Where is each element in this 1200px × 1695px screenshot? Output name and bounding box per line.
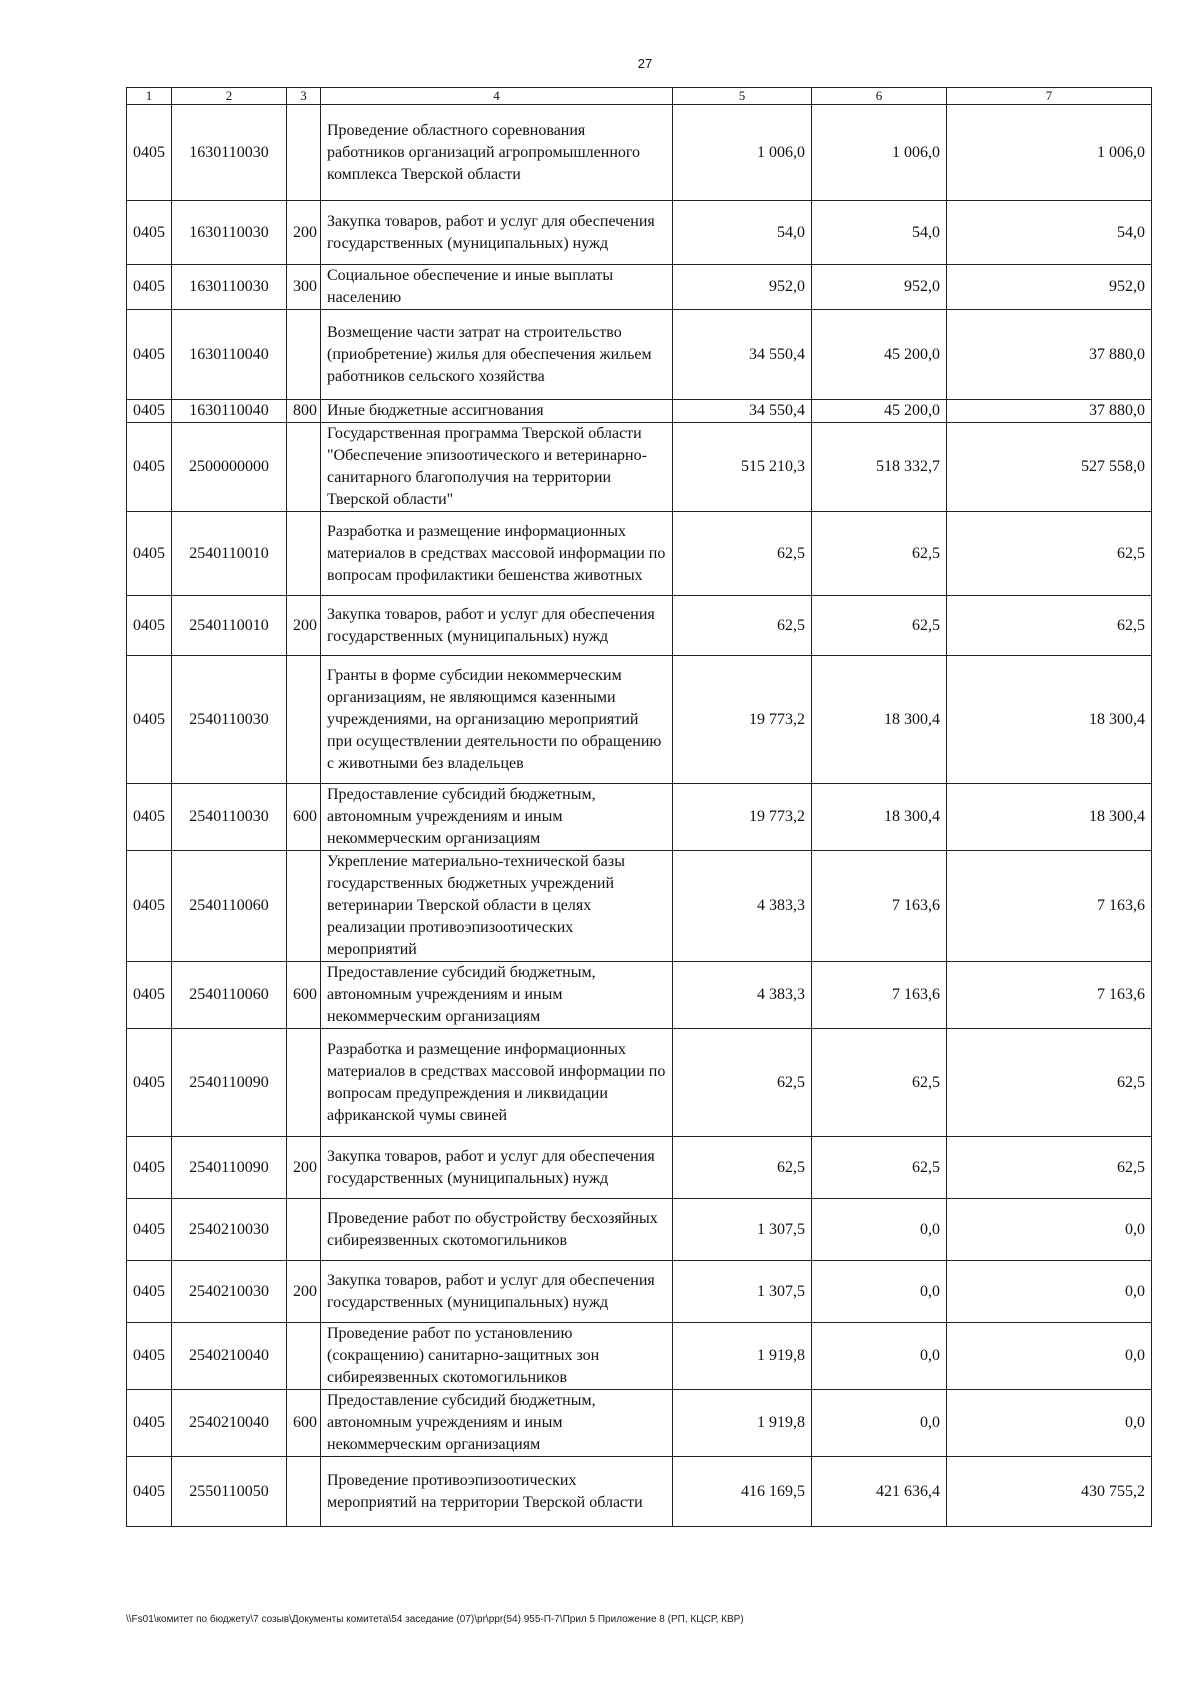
cell-amount-3: 62,5 [947,1029,1152,1137]
cell-amount-3: 0,0 [947,1323,1152,1390]
table-row [127,962,1152,1029]
cell-target-article: 2540110010 [172,596,287,656]
cell-expense-type: 200 [287,1137,321,1199]
table-row [127,423,1152,512]
cell-amount-2: 54,0 [812,201,947,265]
cell-section: 0405 [127,1029,172,1137]
cell-expense-type [287,310,321,400]
cell-amount-3: 0,0 [947,1199,1152,1261]
cell-name: Проведение работ по установлению (сокращению) санитарно-защитных зон сибиреязвенных скотомогильников [321,1323,673,1390]
cell-section: 0405 [127,1137,172,1199]
cell-amount-1: 1 919,8 [673,1390,812,1457]
cell-expense-type: 600 [287,1390,321,1457]
cell-target-article: 2540110060 [172,851,287,962]
cell-section: 0405 [127,265,172,310]
cell-expense-type [287,1029,321,1137]
cell-amount-1: 515 210,3 [673,423,812,512]
cell-amount-3: 430 755,2 [947,1457,1152,1527]
cell-target-article: 1630110030 [172,265,287,310]
cell-name: Укрепление материально-технической базы государственных бюджетных учреждений ветеринарии Тверской области в целях реализации противоэпизоотических мероприятий [321,851,673,962]
cell-amount-2: 45 200,0 [812,400,947,423]
cell-amount-1: 19 773,2 [673,784,812,851]
cell-amount-1: 4 383,3 [673,962,812,1029]
cell-amount-2: 45 200,0 [812,310,947,400]
cell-amount-3: 1 006,0 [947,105,1152,201]
cell-target-article: 2500000000 [172,423,287,512]
cell-section: 0405 [127,512,172,596]
cell-amount-2: 7 163,6 [812,962,947,1029]
cell-amount-1: 952,0 [673,265,812,310]
cell-amount-1: 4 383,3 [673,851,812,962]
table-row [127,851,1152,962]
cell-amount-1: 54,0 [673,201,812,265]
cell-amount-3: 62,5 [947,1137,1152,1199]
cell-amount-2: 18 300,4 [812,656,947,784]
cell-amount-1: 1 307,5 [673,1199,812,1261]
cell-name: Закупка товаров, работ и услуг для обеспечения государственных (муниципальных) нужд [321,1261,673,1323]
cell-target-article: 2540110030 [172,784,287,851]
table-row [127,1261,1152,1323]
cell-amount-2: 62,5 [812,1137,947,1199]
cell-amount-1: 1 307,5 [673,1261,812,1323]
cell-amount-2: 0,0 [812,1323,947,1390]
cell-amount-2: 7 163,6 [812,851,947,962]
footer-file-path: \\Fs01\комитет по бюджету\7 созыв\Документы комитета\54 заседание (07)\pr\ppr(54) 955-П-7\Прил 5 Приложение 8 (РП, КЦСР, КВР) [126,1614,744,1625]
table-body [127,105,1152,1527]
cell-name: Проведение работ по обустройству бесхозяйных сибиреязвенных скотомогильников [321,1199,673,1261]
cell-section: 0405 [127,400,172,423]
table-row [127,512,1152,596]
cell-amount-1: 62,5 [673,1029,812,1137]
cell-name: Предоставление субсидий бюджетным, автономным учреждениям и иным некоммерческим организациям [321,784,673,851]
cell-amount-3: 527 558,0 [947,423,1152,512]
cell-section: 0405 [127,851,172,962]
cell-expense-type [287,656,321,784]
cell-name: Социальное обеспечение и иные выплаты населению [321,265,673,310]
cell-expense-type: 200 [287,201,321,265]
cell-target-article: 2540110010 [172,512,287,596]
cell-section: 0405 [127,1457,172,1527]
table-row [127,656,1152,784]
cell-expense-type [287,512,321,596]
cell-amount-2: 952,0 [812,265,947,310]
cell-amount-2: 1 006,0 [812,105,947,201]
cell-section: 0405 [127,1199,172,1261]
cell-amount-2: 518 332,7 [812,423,947,512]
cell-amount-3: 18 300,4 [947,656,1152,784]
table-row [127,310,1152,400]
cell-amount-3: 7 163,6 [947,851,1152,962]
table-row [127,105,1152,201]
cell-target-article: 2540210040 [172,1390,287,1457]
table-row [127,265,1152,310]
cell-amount-2: 0,0 [812,1390,947,1457]
col-number-1: 1 [127,88,172,105]
cell-target-article: 2540210030 [172,1261,287,1323]
cell-amount-2: 421 636,4 [812,1457,947,1527]
cell-amount-2: 0,0 [812,1199,947,1261]
cell-expense-type: 600 [287,962,321,1029]
cell-amount-1: 1 919,8 [673,1323,812,1390]
cell-expense-type: 200 [287,596,321,656]
col-number-5: 5 [673,88,812,105]
budget-table [126,87,1152,1527]
cell-expense-type [287,423,321,512]
table-row [127,1390,1152,1457]
cell-amount-1: 34 550,4 [673,310,812,400]
cell-amount-3: 37 880,0 [947,310,1152,400]
cell-section: 0405 [127,784,172,851]
table-row [127,1029,1152,1137]
cell-section: 0405 [127,656,172,784]
table-row [127,1199,1152,1261]
cell-amount-1: 62,5 [673,596,812,656]
cell-amount-1: 19 773,2 [673,656,812,784]
cell-expense-type [287,1323,321,1390]
cell-amount-1: 1 006,0 [673,105,812,201]
cell-amount-2: 62,5 [812,596,947,656]
cell-section: 0405 [127,423,172,512]
cell-expense-type [287,1199,321,1261]
cell-section: 0405 [127,962,172,1029]
cell-target-article: 2540110060 [172,962,287,1029]
cell-name: Государственная программа Тверской области "Обеспечение эпизоотического и ветеринарно-санитарного благополучия на территории Тверской области" [321,423,673,512]
cell-amount-3: 37 880,0 [947,400,1152,423]
cell-amount-2: 0,0 [812,1261,947,1323]
cell-expense-type: 200 [287,1261,321,1323]
cell-target-article: 2540110090 [172,1029,287,1137]
col-number-6: 6 [812,88,947,105]
table-row [127,784,1152,851]
cell-name: Иные бюджетные ассигнования [321,400,673,423]
table-row [127,400,1152,423]
table-row [127,1323,1152,1390]
cell-amount-3: 62,5 [947,596,1152,656]
col-number-7: 7 [947,88,1152,105]
cell-section: 0405 [127,1323,172,1390]
cell-expense-type: 300 [287,265,321,310]
cell-amount-2: 62,5 [812,512,947,596]
table-row [127,1457,1152,1527]
cell-section: 0405 [127,310,172,400]
cell-name: Гранты в форме субсидии некоммерческим организациям, не являющимся казенными учреждениями, на организацию мероприятий при осуществлении деятельности по обращению с животными без владельцев [321,656,673,784]
cell-expense-type [287,851,321,962]
col-number-3: 3 [287,88,321,105]
col-number-2: 2 [172,88,287,105]
cell-expense-type [287,105,321,201]
cell-amount-1: 416 169,5 [673,1457,812,1527]
cell-expense-type: 800 [287,400,321,423]
cell-section: 0405 [127,1390,172,1457]
cell-name: Проведение противоэпизоотических мероприятий на территории Тверской области [321,1457,673,1527]
col-number-4: 4 [321,88,673,105]
cell-amount-3: 54,0 [947,201,1152,265]
cell-section: 0405 [127,201,172,265]
cell-target-article: 2540210030 [172,1199,287,1261]
cell-amount-3: 18 300,4 [947,784,1152,851]
cell-name: Закупка товаров, работ и услуг для обеспечения государственных (муниципальных) нужд [321,1137,673,1199]
cell-target-article: 2550110050 [172,1457,287,1527]
table-row [127,1137,1152,1199]
cell-target-article: 1630110030 [172,201,287,265]
cell-amount-1: 62,5 [673,1137,812,1199]
cell-name: Предоставление субсидий бюджетным, автономным учреждениям и иным некоммерческим организациям [321,962,673,1029]
cell-amount-3: 952,0 [947,265,1152,310]
column-number-row [127,88,1152,105]
cell-amount-2: 18 300,4 [812,784,947,851]
cell-amount-1: 34 550,4 [673,400,812,423]
cell-target-article: 1630110030 [172,105,287,201]
table-row [127,596,1152,656]
cell-target-article: 1630110040 [172,400,287,423]
cell-target-article: 2540210040 [172,1323,287,1390]
page-number: 27 [637,56,653,71]
cell-name: Разработка и размещение информационных материалов в средствах массовой информации по вопросам предупреждения и ликвидации африканской чумы свиней [321,1029,673,1137]
cell-name: Возмещение части затрат на строительство (приобретение) жилья для обеспечения жильем работников сельского хозяйства [321,310,673,400]
cell-section: 0405 [127,105,172,201]
cell-expense-type: 600 [287,784,321,851]
cell-target-article: 2540110030 [172,656,287,784]
cell-name: Закупка товаров, работ и услуг для обеспечения государственных (муниципальных) нужд [321,596,673,656]
cell-name: Закупка товаров, работ и услуг для обеспечения государственных (муниципальных) нужд [321,201,673,265]
cell-amount-3: 0,0 [947,1261,1152,1323]
cell-expense-type [287,1457,321,1527]
cell-amount-1: 62,5 [673,512,812,596]
table-row [127,201,1152,265]
cell-target-article: 2540110090 [172,1137,287,1199]
cell-section: 0405 [127,1261,172,1323]
cell-section: 0405 [127,596,172,656]
cell-name: Разработка и размещение информационных материалов в средствах массовой информации по вопросам профилактики бешенства животных [321,512,673,596]
cell-amount-2: 62,5 [812,1029,947,1137]
cell-amount-3: 62,5 [947,512,1152,596]
cell-name: Проведение областного соревнования работников организаций агропромышленного комплекса Тверской области [321,105,673,201]
cell-amount-3: 0,0 [947,1390,1152,1457]
cell-target-article: 1630110040 [172,310,287,400]
cell-name: Предоставление субсидий бюджетным, автономным учреждениям и иным некоммерческим организациям [321,1390,673,1457]
cell-amount-3: 7 163,6 [947,962,1152,1029]
